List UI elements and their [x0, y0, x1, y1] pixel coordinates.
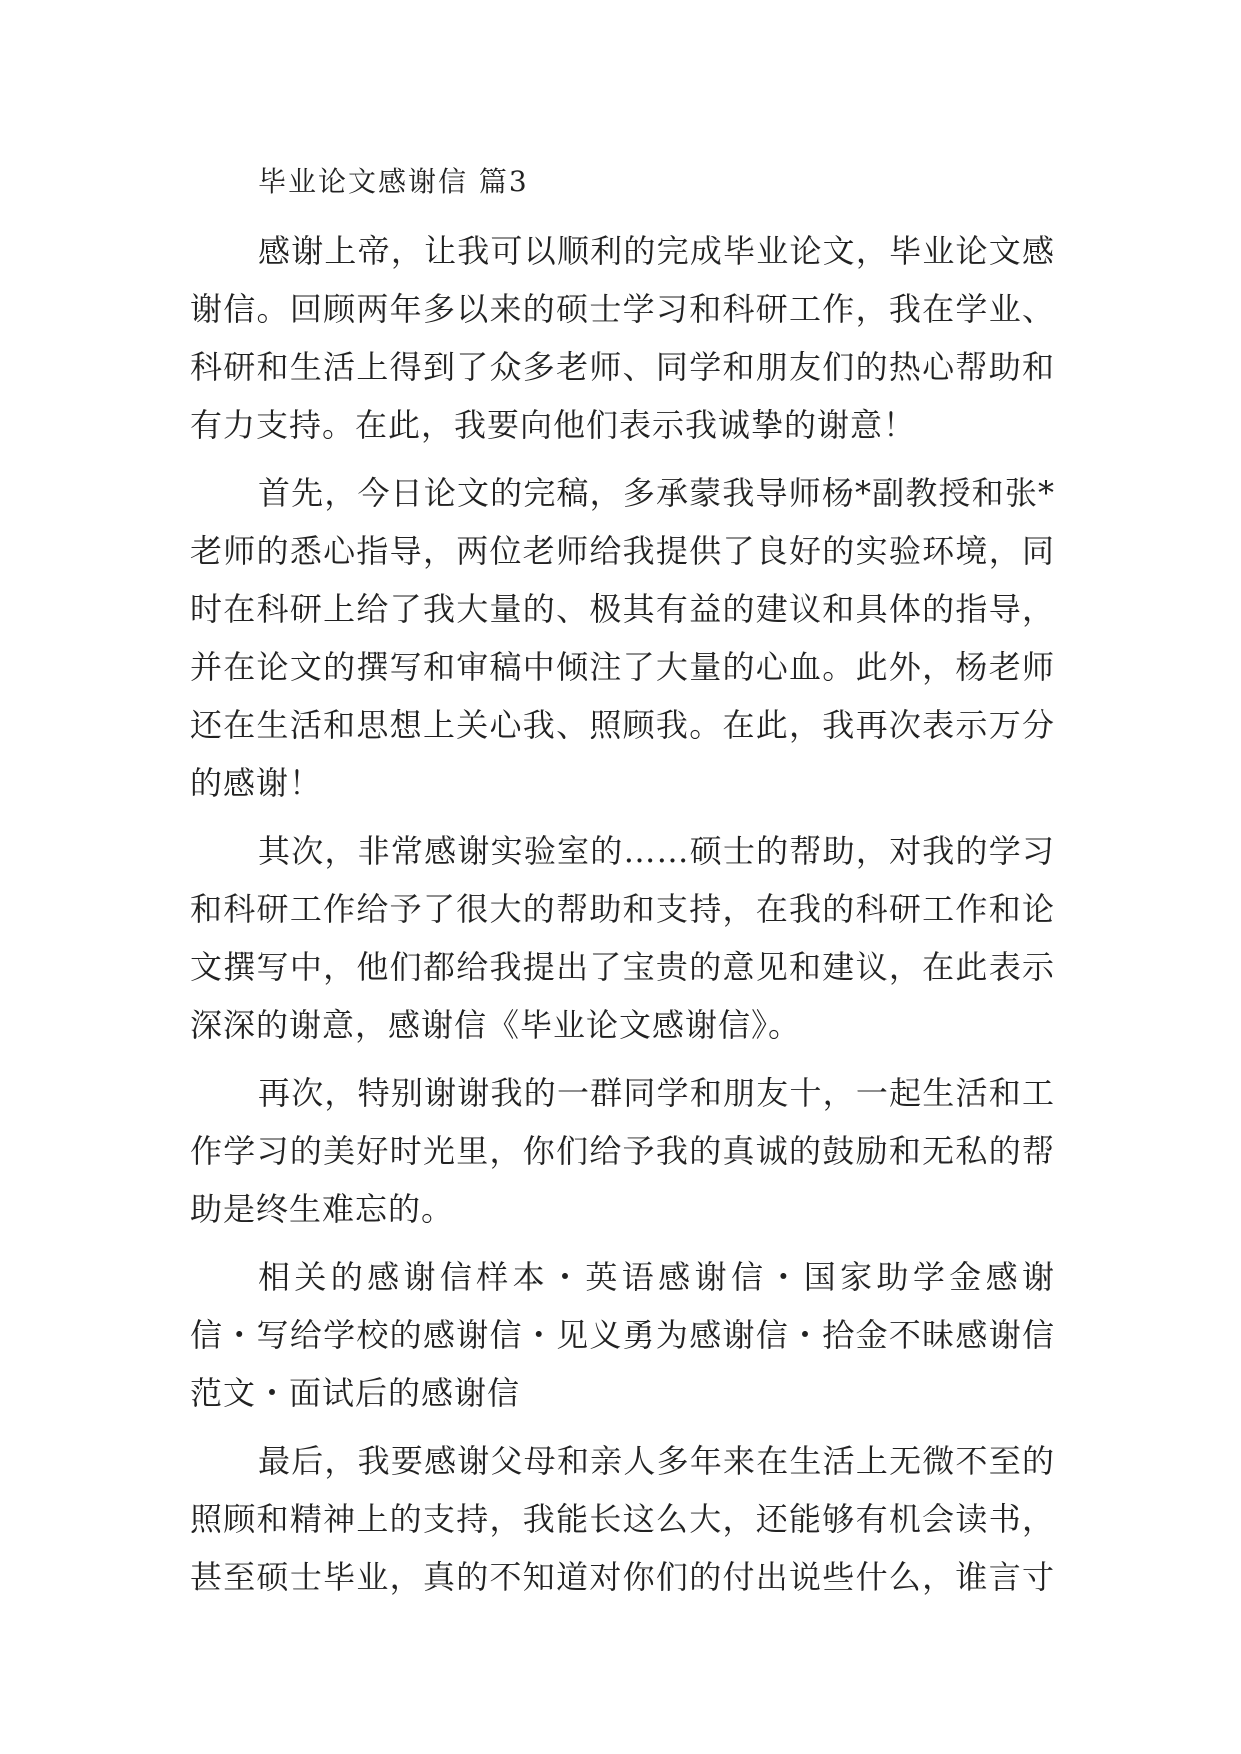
document-title: 毕业论文感谢信 篇3	[258, 165, 529, 198]
paragraph-line: 时在科研上给了我大量的、极其有益的建议和具体的指导，	[190, 590, 1055, 628]
paragraph-line: 感谢上帝，让我可以顺利的完成毕业论文，毕业论文感	[258, 232, 1055, 270]
paragraph	[190, 222, 1055, 454]
paragraph-list	[190, 222, 1055, 1606]
paragraph-line: 范文・面试后的感谢信	[190, 1374, 521, 1412]
document-body	[190, 162, 1055, 1616]
paragraph-line: 甚至硕士毕业，真的不知道对你们的付出说些什么，谁言寸	[190, 1558, 1055, 1596]
paragraph-line: 最后，我要感谢父母和亲人多年来在生活上无微不至的	[258, 1442, 1055, 1480]
paragraph-line: 首先，今日论文的完稿，多承蒙我导师杨*副教授和张*	[258, 474, 1055, 512]
paragraph-line: 老师的悉心指导，两位老师给我提供了良好的实验环境，同	[190, 532, 1055, 570]
paragraph-line: 并在论文的撰写和审稿中倾注了大量的心血。此外，杨老师	[190, 648, 1055, 686]
paragraph-line: 作学习的美好时光里，你们给予我的真诚的鼓励和无私的帮	[190, 1132, 1055, 1170]
paragraph-line: 的感谢！	[190, 764, 323, 802]
paragraph-line: 有力支持。在此，我要向他们表示我诚挚的谢意！	[190, 406, 917, 444]
paragraph-line: 还在生活和思想上关心我、照顾我。在此，我再次表示万分	[190, 706, 1055, 744]
paragraph-line: 谢信。回顾两年多以来的硕士学习和科研工作，我在学业、	[190, 290, 1055, 328]
paragraph-line: 信・写给学校的感谢信・见义勇为感谢信・拾金不昧感谢信	[190, 1316, 1055, 1354]
paragraph-line: 科研和生活上得到了众多老师、同学和朋友们的热心帮助和	[190, 348, 1055, 386]
paragraph	[190, 822, 1055, 1054]
paragraph-line: 照顾和精神上的支持，我能长这么大，还能够有机会读书，	[190, 1500, 1055, 1538]
paragraph-line: 其次，非常感谢实验室的……硕士的帮助，对我的学习	[258, 832, 1055, 870]
paragraph-line: 再次，特别谢谢我的一群同学和朋友十，一起生活和工	[258, 1074, 1055, 1112]
paragraph	[190, 464, 1055, 812]
paragraph-line: 相关的感谢信样本・英语感谢信・国家助学金感谢	[258, 1258, 1055, 1296]
paragraph-line: 和科研工作给予了很大的帮助和支持，在我的科研工作和论	[190, 890, 1055, 928]
paragraph	[190, 1432, 1055, 1606]
paragraph	[190, 1248, 1055, 1422]
paragraph-line: 深深的谢意，感谢信《毕业论文感谢信》。	[190, 1006, 802, 1044]
paragraph-line: 助是终生难忘的。	[190, 1190, 455, 1228]
paragraph-line: 文撰写中，他们都给我提出了宝贵的意见和建议，在此表示	[190, 948, 1055, 986]
paragraph	[190, 1064, 1055, 1238]
